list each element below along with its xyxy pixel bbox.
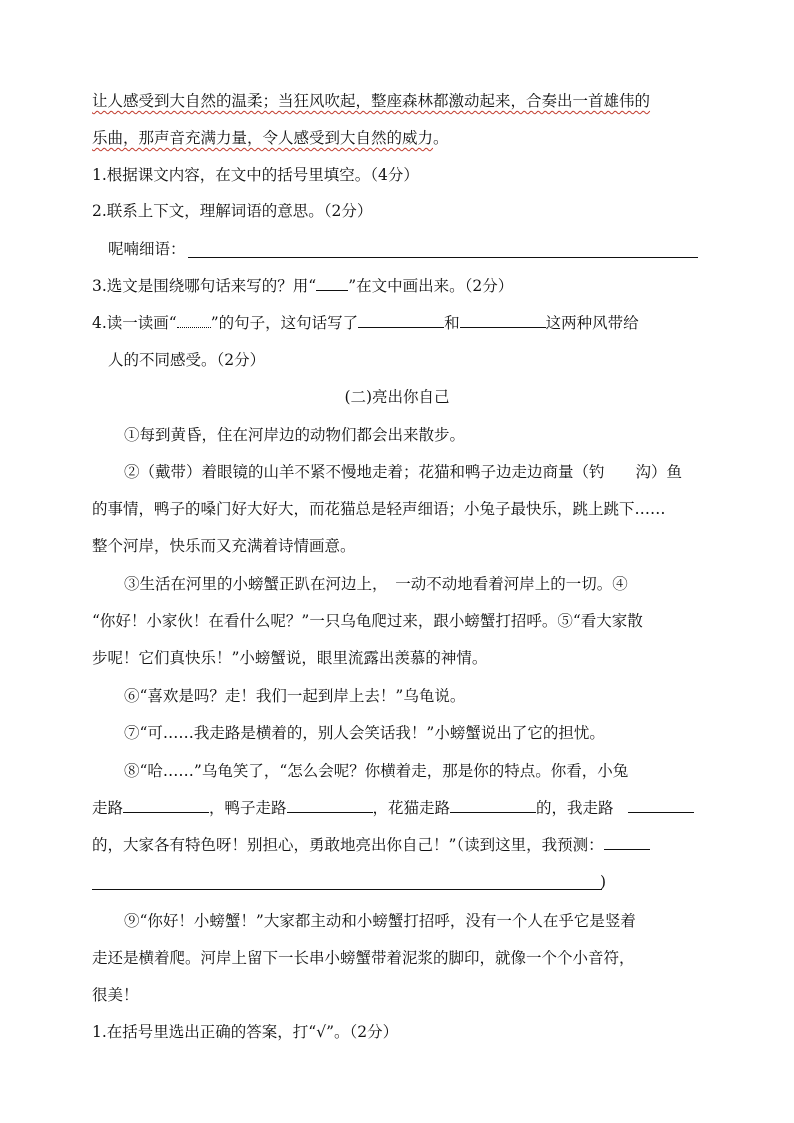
intro-line-2-text: 乐曲，那声音充满力量，令人感受到大自然的威力 [92, 129, 434, 147]
paragraph-8-line-2 [92, 797, 694, 819]
paragraph-9-line-3: 很美！ [92, 986, 139, 1004]
question-a2: 2.联系上下文，理解词语的意思。（2分） [92, 202, 373, 220]
answer-blank-rabbit[interactable] [123, 797, 209, 813]
question-a3 [92, 275, 513, 297]
question-a4-d: 这两种风带给 [545, 314, 639, 332]
prediction-blank-start[interactable] [604, 834, 650, 850]
paragraph-3-line-1: ③生活在河里的小螃蟹正趴在河边上， 一动不动地看着河岸上的一切。④ [124, 575, 628, 593]
question-a2-word: 呢喃细语： [108, 240, 186, 258]
answer-blank-turtle[interactable] [628, 797, 694, 813]
paragraph-2-line-3: 整个河岸，快乐而又充满着诗情画意。 [92, 537, 356, 555]
intro-line-1 [92, 90, 650, 112]
prediction-answer-line[interactable] [92, 889, 602, 890]
answer-blank-a4-2[interactable] [460, 312, 546, 328]
paragraph-3-line-3: 步呢！它们真快乐！”小螃蟹说，眼里流露出羡慕的神情。 [92, 649, 488, 667]
paragraph-8-line-3 [92, 834, 650, 856]
question-b1: 1.在括号里选出正确的答案，打“√”。（2分） [92, 1023, 399, 1041]
prediction-close-paren: ) [600, 873, 607, 891]
question-a4-c: 和 [444, 314, 460, 332]
wavy-line-sample [177, 313, 211, 328]
paragraph-8-line-1: ⑧“哈……”乌龟笑了，“怎么会呢？你横着走，那是你的特点。你看，小兔 [124, 762, 629, 780]
answer-line-a2[interactable] [188, 257, 698, 258]
intro-line-2 [92, 127, 449, 149]
answer-blank-a4-1[interactable] [358, 312, 444, 328]
paragraph-9-line-2: 走还是横着爬。河岸上留下一长串小螃蟹带着泥浆的脚印，就像一个个小音符， [92, 949, 635, 967]
paragraph-2-line-1: ②（戴带）着眼镜的山羊不紧不慢地走着；花猫和鸭子边走边商量（钓 沟）鱼 [124, 463, 683, 481]
paragraph-8-line-2b: ，鸭子走路 [209, 799, 287, 817]
question-a3-post: ”在文中画出来。（2分） [348, 277, 514, 295]
intro-end: 。 [433, 129, 449, 147]
paragraph-7: ⑦“可……我走路是横着的，别人会笑话我！”小螃蟹说出了它的担忧。 [124, 724, 605, 742]
paragraph-1: ①每到黄昏，住在河岸边的动物们都会出来散步。 [124, 426, 466, 444]
paragraph-2-line-2: 的事情，鸭子的嗓门好大好大，而花猫总是轻声细语；小兔子最快乐，跳上跳下…… [92, 500, 666, 518]
question-a4-a: 4.读一读画“ [92, 314, 177, 332]
question-a4-line2: 人的不同感受。（2分） [108, 351, 266, 369]
paragraph-3-line-2: “你好！小家伙！在看什么呢？”一只乌龟爬过来，跟小螃蟹打招呼。⑤“看大家散 [92, 612, 643, 630]
answer-blank-duck[interactable] [287, 797, 373, 813]
paragraph-9-line-1: ⑨“你好！小螃蟹！”大家都主动和小螃蟹打招呼，没有一个人在乎它是竖着 [124, 912, 636, 930]
answer-blank-cat[interactable] [450, 797, 536, 813]
paragraph-6: ⑥“喜欢是吗？走！我们一起到岸上去！”乌龟说。 [124, 687, 466, 705]
question-a4 [92, 312, 639, 334]
paragraph-8-line-2a: 走路 [92, 799, 124, 817]
question-a4-b: ”的句子，这句话写了 [210, 314, 359, 332]
section-title: (二)亮出你自己 [344, 388, 450, 406]
intro-line-1-text: 让人感受到大自然的温柔；当狂风吹起，整座森林都激动起来，合奏出一首雄伟的 [92, 92, 651, 110]
paragraph-8-line-3-text: 的，大家各有特色呀！别担心，勇敢地亮出你自己！”（读到这里，我预测： [92, 836, 604, 854]
paragraph-8-line-2c: ，花猫走路 [372, 799, 451, 817]
question-a3-pre: 3.选文是围绕哪句话来写的？用“ [92, 277, 317, 295]
underline-sample [316, 275, 348, 291]
paragraph-8-line-2d: 的，我走路 [536, 799, 614, 817]
question-a1: 1.根据课文内容，在文中的括号里填空。（4分） [92, 166, 419, 184]
